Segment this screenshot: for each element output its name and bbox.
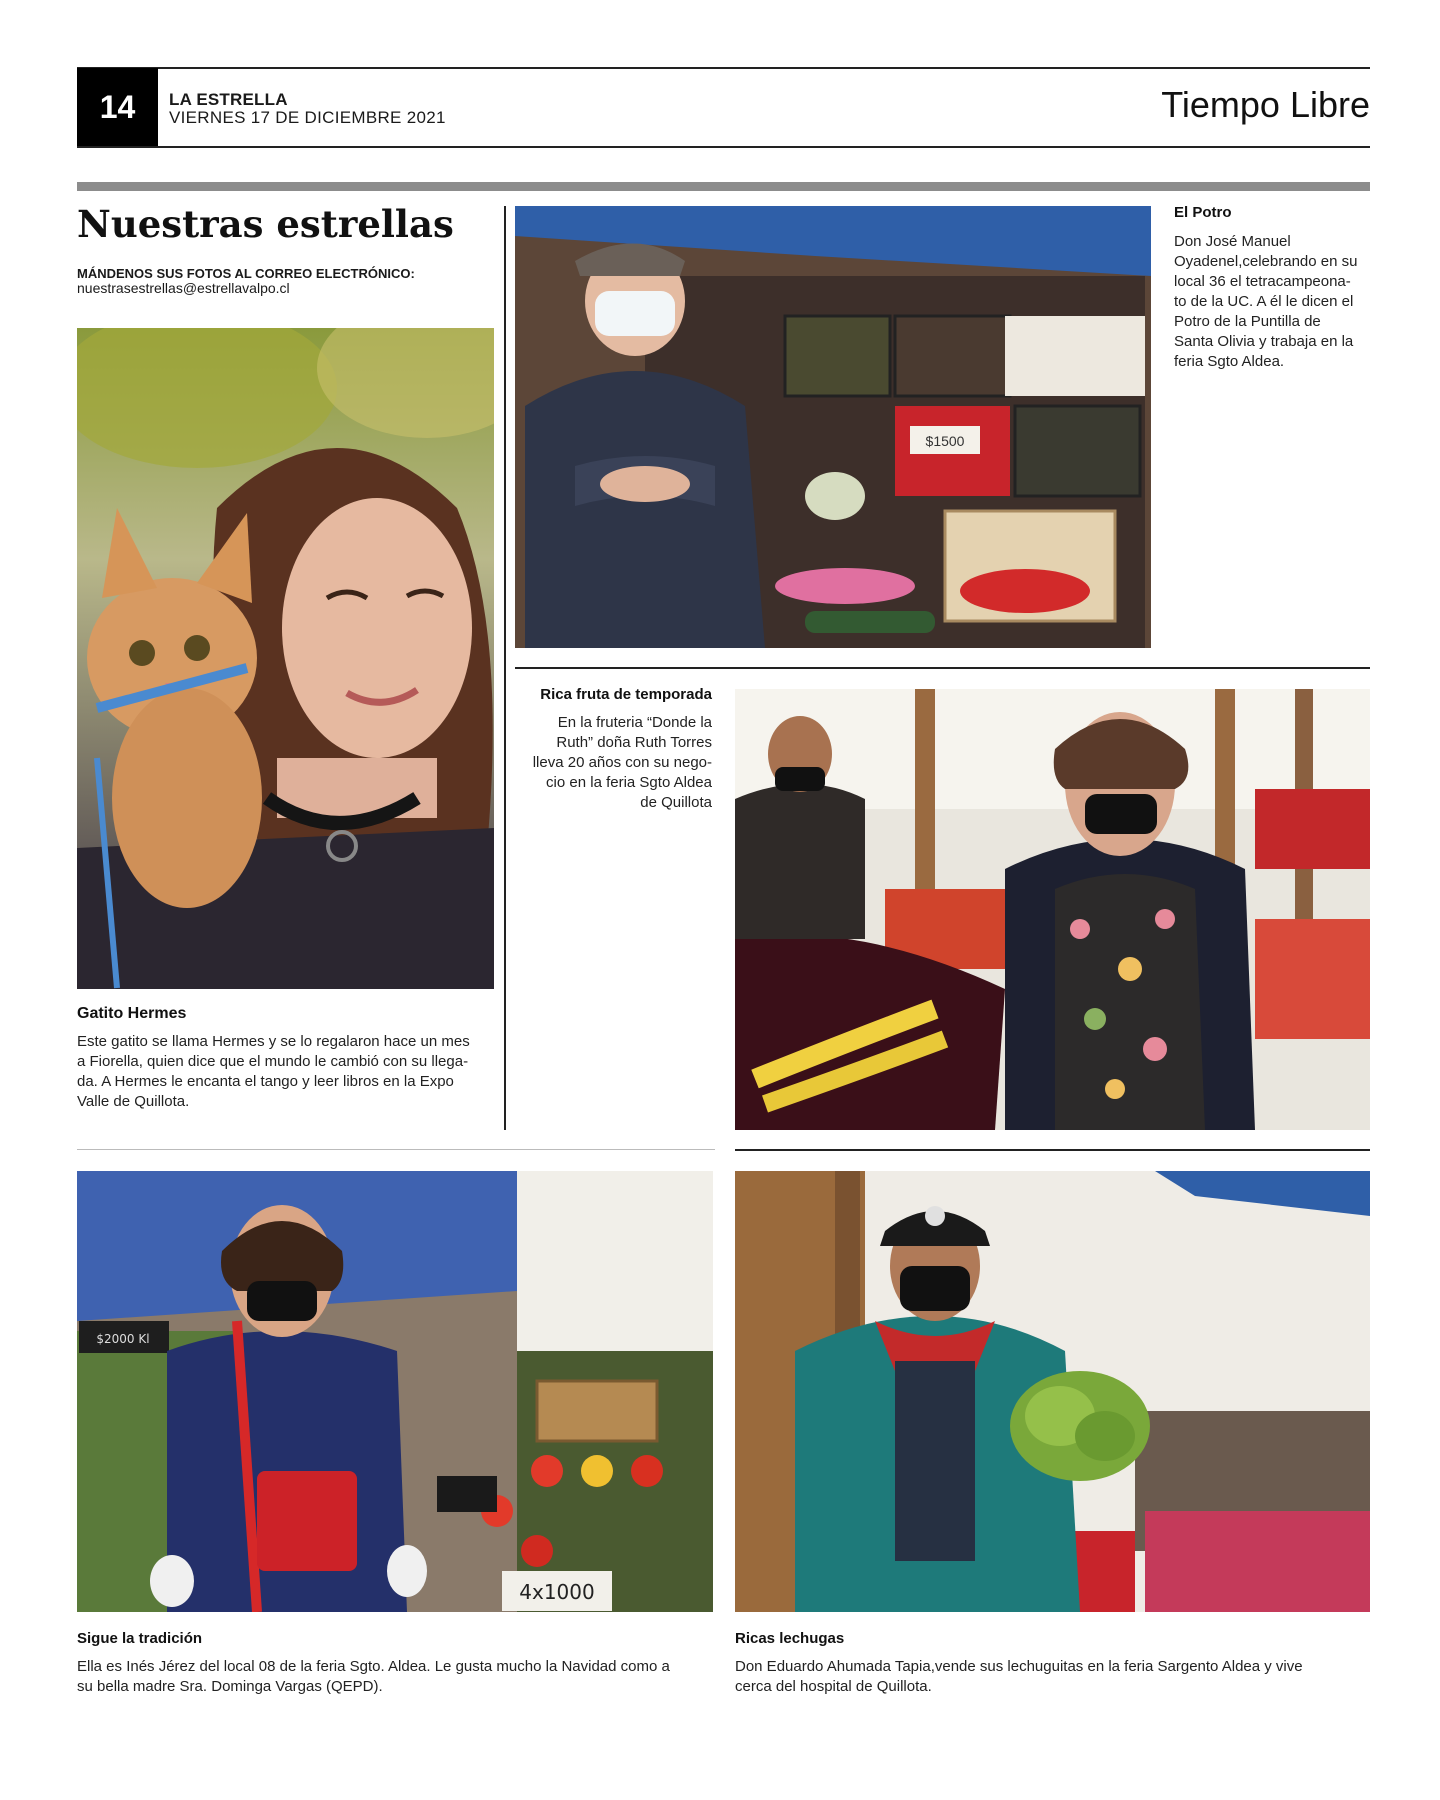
column-divider <box>504 206 506 1130</box>
divider-row-2 <box>77 1149 715 1150</box>
header-bottom-rule <box>77 146 1370 148</box>
section-divider-bar <box>77 182 1370 191</box>
page-number: 14 <box>77 68 158 147</box>
divider-potro-fruta <box>515 667 1370 669</box>
submission-call: MÁNDENOS SUS FOTOS AL CORREO ELECTRÓNICO: <box>77 266 415 281</box>
sign-2000kl: $2000 Kl <box>96 1332 150 1346</box>
caption-title-fruta: Rica fruta de temporada <box>540 686 712 703</box>
issue-date: VIERNES 17 DE DICIEMBRE 2021 <box>169 108 446 127</box>
photo-girl-with-kitten <box>77 328 494 989</box>
feature-title: Nuestras estrellas <box>77 202 454 246</box>
caption-title-lechugas: Ricas lechugas <box>735 1630 845 1647</box>
sign-4x1000: 4x1000 <box>519 1580 595 1604</box>
price-sign-potro: $1500 <box>925 433 965 449</box>
divider-row-2-right <box>735 1149 1370 1151</box>
submission-email[interactable]: nuestrasestrellas@estrellavalpo.cl <box>77 280 290 296</box>
caption-body-fruta: En la fruteria “Donde la Ruth” doña Ruth Torres lleva 20 años con su nego- cio en la feria Sgto Aldea de Quillota <box>532 714 712 811</box>
publication-name: LA ESTRELLA <box>169 90 288 109</box>
caption-title-gatito: Gatito Hermes <box>77 1005 187 1022</box>
section-name: Tiempo Libre <box>1161 84 1370 125</box>
caption-body-potro: Don José Manuel Oyadenel,celebrando en su local 36 el tetracampeona- to de la UC. A él le dicen el Potro de la Puntilla de Santa Olivia y trabaja en la feria Sgto Aldea. <box>1174 233 1358 370</box>
photo-ines-jerez <box>77 1171 713 1612</box>
caption-body-tradicion: Ella es Inés Jérez del local 08 de la feria Sgto. Aldea. Le gusta mucho la Navidad como a su bella madre Sra. Dominga Vargas (QEPD). <box>77 1658 670 1695</box>
caption-title-tradicion: Sigue la tradición <box>77 1630 203 1647</box>
caption-title-potro: El Potro <box>1174 204 1232 221</box>
header-top-rule <box>77 67 1370 69</box>
caption-body-lechugas: Don Eduardo Ahumada Tapia,vende sus lechuguitas en la feria Sargento Aldea y vive cerca del hospital de Quillota. <box>735 1658 1303 1695</box>
caption-body-gatito: Este gatito se llama Hermes y se lo regalaron hace un mes a Fiorella, quien dice que el mundo le cambió con su llega- da. A Hermes le encanta el tango y leer libros en la Expo Valle de Quillota. <box>77 1033 470 1110</box>
photo-el-potro <box>515 206 1151 648</box>
photo-eduardo-ahumada <box>735 1171 1370 1612</box>
photo-fruteria-ruth <box>735 689 1370 1130</box>
